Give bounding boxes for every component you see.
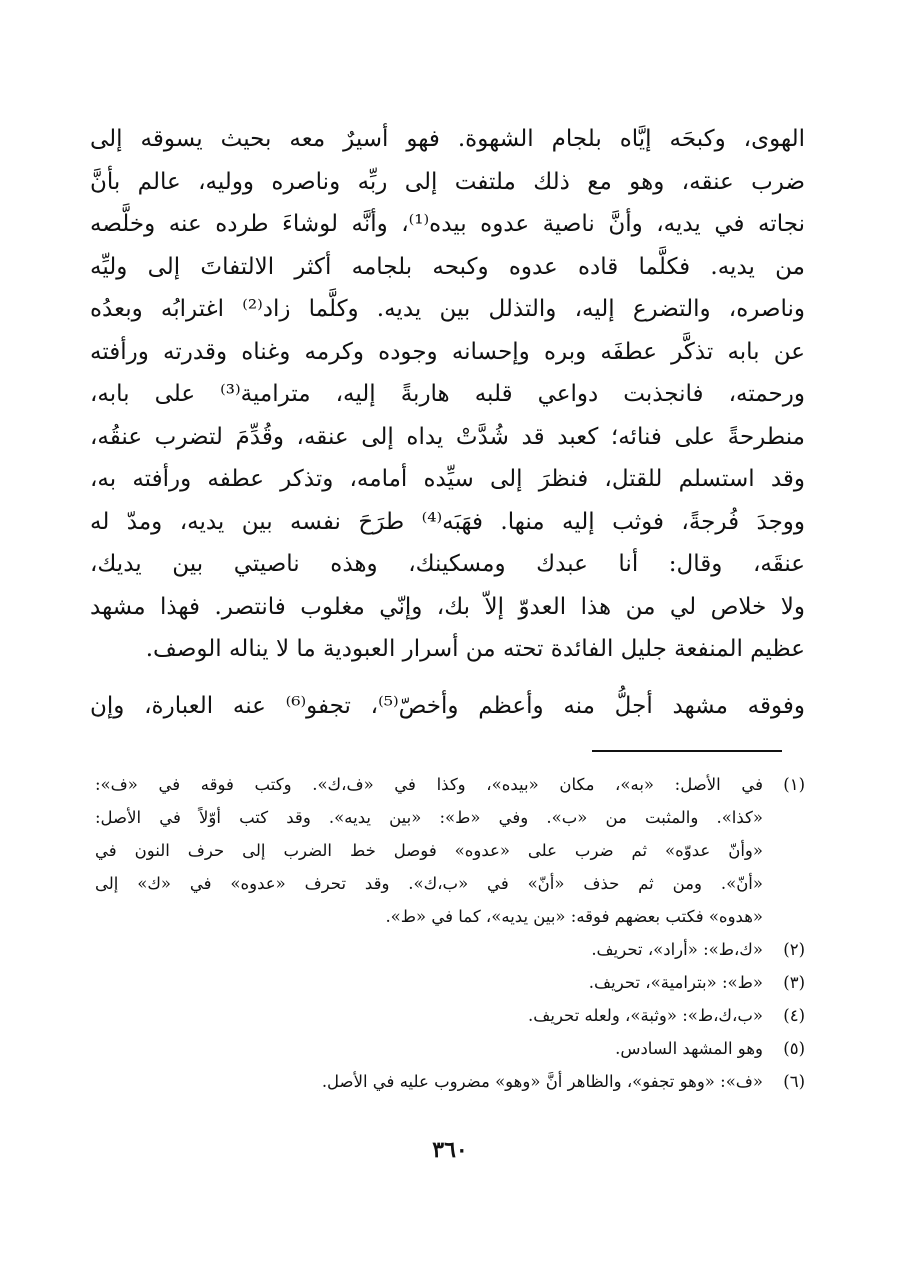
footnote-text xyxy=(95,966,763,999)
text-line: منطرحةً على فنائه؛ كعبد قد شُدَّتْ يداه إلى عنقه، وقُدِّمَ لتضرب عنقُه، xyxy=(90,423,805,450)
footnote xyxy=(95,999,805,1032)
footnote-text xyxy=(95,1032,763,1065)
footnote-line: في الأصل: «به»، مكان «بيده»، وكذا في «ف،ك». وكتب فوقه في «ف»: xyxy=(95,775,763,794)
footnote-line: وهو المشهد السادس. xyxy=(615,1039,763,1058)
text-line: ورحمته، فانجذبت دواعي قلبه هاربةً إليه، مترامية⁽³⁾ على بابه، xyxy=(90,381,805,407)
text-line: عظيم المنفعة جليل الفائدة تحته من أسرار العبودية ما لا يناله الوصف. xyxy=(145,636,805,662)
footnote-line: «كذا». والمثبت من «ب». وفي «ط»: «بين يديه». وقد كتب أوّلاً في الأصل: xyxy=(95,808,763,827)
text-line: وقد استسلم للقتل، فنظرَ إلى سيِّده أمامه، وتذكر عطفه ورأفته به، xyxy=(90,466,805,492)
footnote-number: (٤) xyxy=(783,1006,805,1025)
footnote-line: «ف»: «وهو تجفو»، والظاهر أنَّ «وهو» مضروب عليه في الأصل. xyxy=(321,1072,763,1091)
footnotes xyxy=(95,768,805,1098)
footnote-separator xyxy=(592,750,782,752)
footnote-number: (٣) xyxy=(783,973,805,992)
text-line: ووجدَ فُرجةً، فوثب إليه منها. فهَبَه⁽⁴⁾ طرَحَ نفسه بين يديه، ومدّ له xyxy=(90,508,805,535)
footnote-line: «ك،ط»: «أراد»، تحريف. xyxy=(591,940,763,959)
page-number: ٣٦٠ xyxy=(432,1137,468,1163)
text-line: وفوقه مشهد أجلُّ منه وأعظم وأخصّ⁽⁵⁾، تجفو⁽⁶⁾ عنه العبارة، وإن xyxy=(90,692,805,719)
footnote xyxy=(95,1065,805,1098)
footnote-text xyxy=(95,933,763,966)
footnote-line: «ط»: «بترامية»، تحريف. xyxy=(588,973,763,992)
footnote-number: (١) xyxy=(783,775,805,794)
main-text xyxy=(90,118,805,727)
text-line: ضرب عنقه، وهو مع ذلك ملتفت إلى ربِّه وناصره ووليه، عالم بأنَّ xyxy=(90,168,805,195)
footnote-line: «وأنّ عدوّه» ثم ضرب على «عدوه» فوصل خط الضرب إلى حرف النون في xyxy=(95,841,763,860)
text-line: عنقَه، وقال: أنا عبدك ومسكينك، وهذه ناصيتي بين يديك، xyxy=(90,551,805,577)
footnote-text xyxy=(95,999,763,1032)
footnote xyxy=(95,933,805,966)
text-line: وناصره، والتضرع إليه، والتذلل بين يديه. وكلَّما زاد⁽²⁾ اغترابُه وبعدُه xyxy=(90,296,805,322)
text-line: الهوى، وكبحَه إيَّاه بلجام الشهوة. فهو أسيرٌ معه بحيث يسوقه إلى xyxy=(90,126,805,152)
footnote-line: «أنّ». ومن ثم حذف «أنّ» في «ب،ك». وقد تحرف «عدوه» في «ك» إلى xyxy=(95,874,763,893)
text-line: ولا خلاص لي من هذا العدوّ إلاّ بك، وإنّي مغلوب فانتصر. فهذا مشهد xyxy=(90,593,805,620)
footnote-line: «هدوه» فكتب بعضهم فوقه: «بين يديه»، كما في «ط». xyxy=(385,907,763,926)
text-line: نجاته في يديه، وأنَّ ناصية عدوه بيده⁽¹⁾، وأنَّه لوشاءَ طرده عنه وخلَّصه xyxy=(90,211,805,237)
footnote-text xyxy=(95,1065,763,1098)
text-line: من يديه. فكلَّما قاده عدوه وكبحه بلجامه أكثر الالتفاتَ إلى وليِّه xyxy=(90,253,805,280)
footnote-number: (٢) xyxy=(783,940,805,959)
footnote-number: (٥) xyxy=(783,1039,805,1058)
footnote-number: (٦) xyxy=(783,1072,805,1091)
paragraph xyxy=(90,118,805,671)
paragraph-gap xyxy=(90,671,805,685)
footnote xyxy=(95,1032,805,1065)
footnote xyxy=(95,768,805,933)
footnote-text xyxy=(95,768,763,933)
paragraph xyxy=(90,685,805,728)
footnote-line: «ب،ك،ط»: «وثبة»، ولعله تحريف. xyxy=(528,1006,763,1025)
footnote xyxy=(95,966,805,999)
text-line: عن بابه تذكَّر عطفَه وبره وإحسانه وجوده وكرمه وغناه وقدرته ورأفته xyxy=(90,338,805,365)
